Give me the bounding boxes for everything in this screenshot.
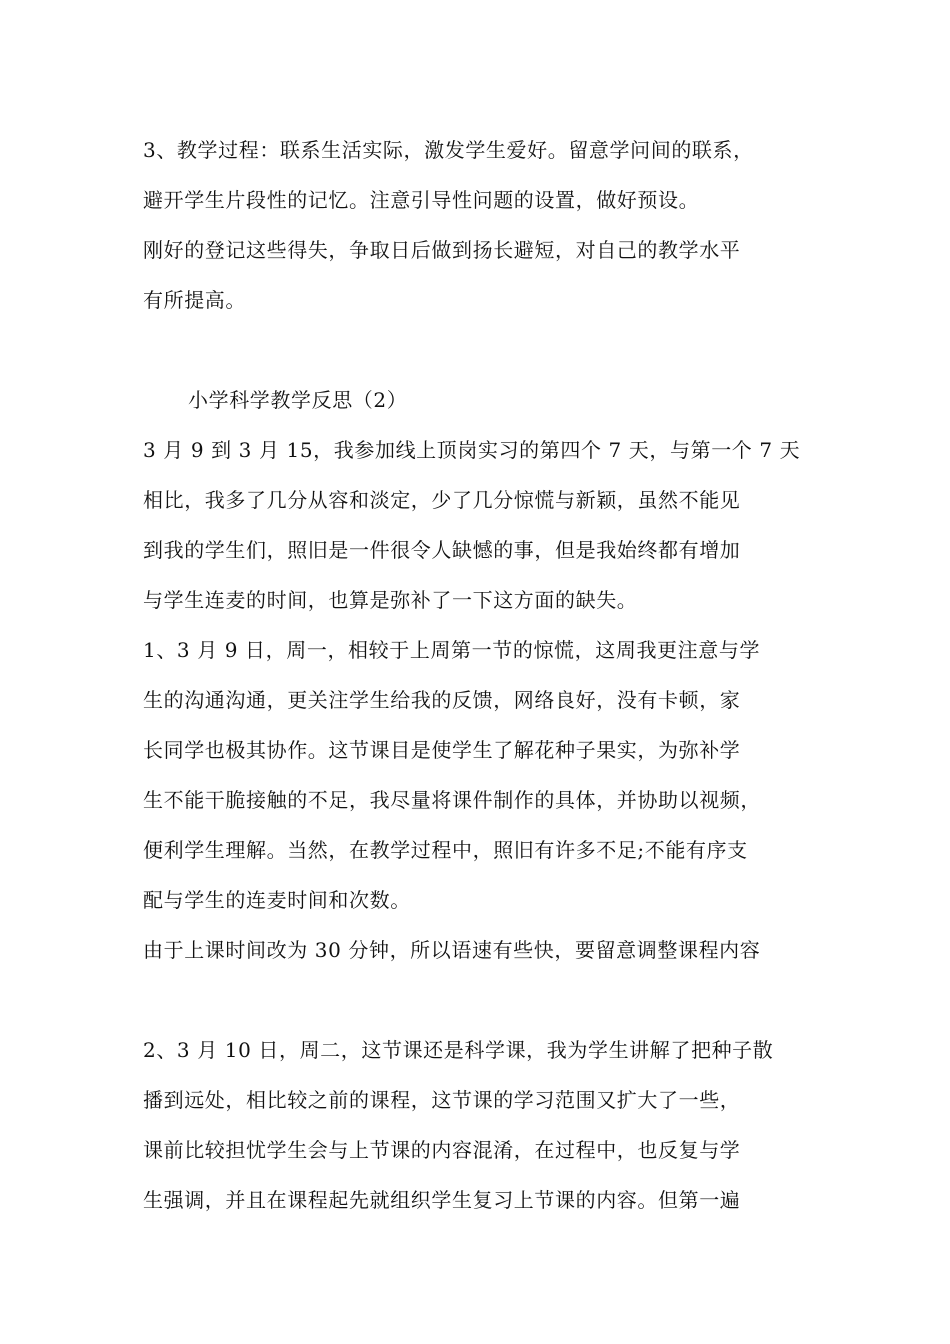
paragraph-line: 生不能干脆接触的不足，我尽量将课件制作的具体，并协助以视频，: [143, 788, 761, 812]
paragraph-line: 3 月 9 到 3 月 15，我参加线上顶岗实习的第四个 7 天，与第一个 7 天: [143, 438, 801, 462]
paragraph-line: 相比，我多了几分从容和淡定，少了几分惊慌与新颖，虽然不能见: [143, 488, 741, 512]
paragraph-line: 3、教学过程：联系生活实际，激发学生爱好。留意学问间的联系，: [143, 138, 754, 162]
paragraph-line: 2、3 月 10 日，周二，这节课还是科学课，我为学生讲解了把种子散: [143, 1038, 774, 1062]
paragraph-line: 配与学生的连麦时间和次数。: [143, 888, 411, 912]
paragraph-line: 长同学也极其协作。这节课目是使学生了解花种子果实，为弥补学: [143, 738, 741, 762]
paragraph-line: 播到远处，相比较之前的课程，这节课的学习范围又扩大了一些，: [143, 1088, 741, 1112]
paragraph-line: 课前比较担忧学生会与上节课的内容混淆，在过程中，也反复与学: [143, 1138, 741, 1162]
paragraph-line: 生强调，并且在课程起先就组织学生复习上节课的内容。但第一遍: [143, 1188, 741, 1212]
paragraph-line: 与学生连麦的时间，也算是弥补了一下这方面的缺失。: [143, 588, 638, 612]
paragraph-line: 由于上课时间改为 30 分钟，所以语速有些快，要留意调整课程内容: [143, 938, 761, 962]
paragraph-line: 便利学生理解。当然，在教学过程中，照旧有许多不足;不能有序支: [143, 838, 748, 862]
paragraph-line: 1、3 月 9 日，周一，相较于上周第一节的惊慌，这周我更注意与学: [143, 638, 761, 662]
paragraph-line: 有所提高。: [143, 288, 246, 312]
section-title: 小学科学教学反思（2）: [188, 388, 408, 412]
paragraph-line: 刚好的登记这些得失，争取日后做到扬长避短，对自己的教学水平: [143, 238, 741, 262]
paragraph-line: 生的沟通沟通，更关注学生给我的反馈，网络良好，没有卡顿，家: [143, 688, 741, 712]
paragraph-line: 到我的学生们，照旧是一件很令人缺憾的事，但是我始终都有增加: [143, 538, 741, 562]
paragraph-line: 避开学生片段性的记忆。注意引导性问题的设置，做好预设。: [143, 188, 700, 212]
